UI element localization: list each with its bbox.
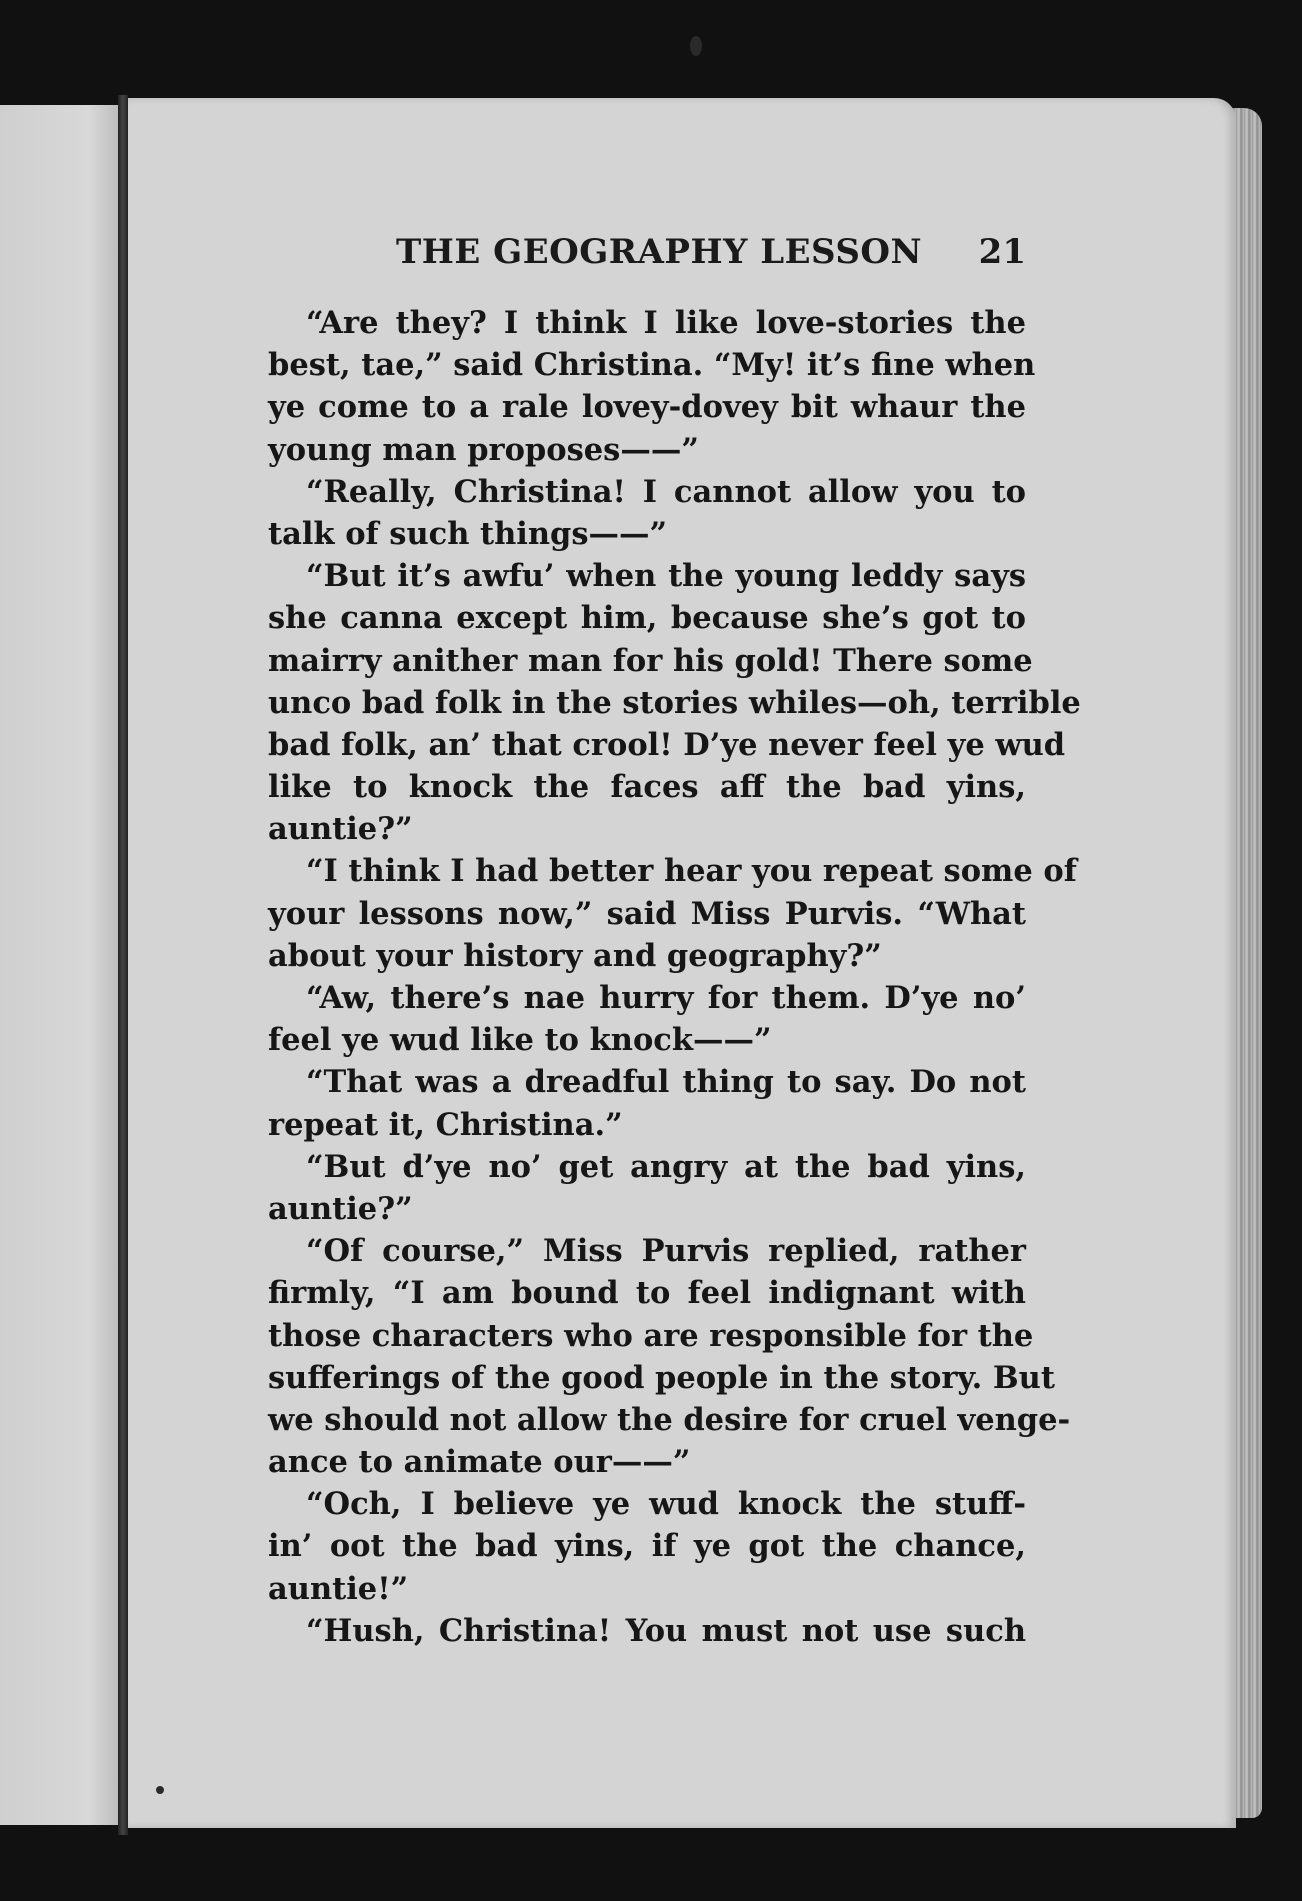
- text-line: “Aw, there’s nae hurry for them. D’ye no’: [306, 980, 1026, 1016]
- page-header: [396, 232, 1034, 284]
- text-line: “Are they? I think I like love-stories the: [306, 305, 1026, 341]
- dust-speck: [690, 36, 702, 56]
- text-line: ance to animate our——”: [268, 1444, 691, 1481]
- text-line: like to knock the faces aff the bad yins,: [268, 769, 1026, 806]
- text-line: “Och, I believe ye wud knock the stuff-: [306, 1486, 1026, 1523]
- text-line: unco bad folk in the stories whiles—oh, terrible: [268, 684, 1081, 721]
- text-line: auntie!”: [268, 1570, 409, 1607]
- body-text: [268, 302, 1081, 1652]
- running-title: THE GEOGRAPHY LESSON: [396, 232, 923, 272]
- text-line: sufferings of the good people in the story. But: [268, 1359, 1055, 1396]
- text-line: best, tae,” said Christina. “My! it’s fine when: [268, 347, 1036, 384]
- left-page-edge: [0, 105, 128, 1825]
- text-line: about your history and geography?”: [268, 937, 882, 974]
- text-line: auntie?”: [268, 1190, 413, 1227]
- text-line: “But it’s awfu’ when the young leddy says: [306, 558, 1026, 595]
- text-line: young man proposes——”: [268, 431, 699, 468]
- text-line: repeat it, Christina.”: [268, 1106, 623, 1143]
- text-line: “Hush, Christina! You must not use such: [306, 1612, 1026, 1649]
- text-line: mairry anither man for his gold! There some: [268, 642, 1033, 679]
- text-line: she canna except him, because she’s got to: [268, 600, 1026, 637]
- text-line: your lessons now,” said Miss Purvis. “What: [268, 895, 1026, 932]
- book-gutter: [118, 95, 128, 1835]
- text-line: we should not allow the desire for cruel venge-: [268, 1401, 1071, 1438]
- text-line: in’ oot the bad yins, if ye got the chance,: [268, 1528, 1026, 1565]
- text-line: bad folk, an’ that crool! D’ye never feel ye wud: [268, 726, 1066, 763]
- text-line: “But d’ye no’ get angry at the bad yins,: [306, 1148, 1026, 1185]
- text-line: talk of such things——”: [268, 515, 668, 552]
- text-line: “Of course,” Miss Purvis replied, rather: [306, 1233, 1026, 1270]
- text-line: “That was a dreadful thing to say. Do not: [306, 1064, 1026, 1101]
- page-number: 21: [978, 232, 1026, 272]
- text-line: “I think I had better hear you repeat some of: [306, 853, 1077, 890]
- text-line: ye come to a rale lovey-dovey bit whaur the: [268, 389, 1026, 426]
- text-line: firmly, “I am bound to feel indignant with: [268, 1275, 1026, 1312]
- text-line: those characters who are responsible for the: [268, 1317, 1034, 1354]
- text-line: feel ye wud like to knock——”: [268, 1022, 772, 1059]
- text-line: auntie?”: [268, 811, 413, 848]
- text-line: “Really, Christina! I cannot allow you to: [306, 473, 1026, 510]
- dust-speck: [156, 1786, 164, 1794]
